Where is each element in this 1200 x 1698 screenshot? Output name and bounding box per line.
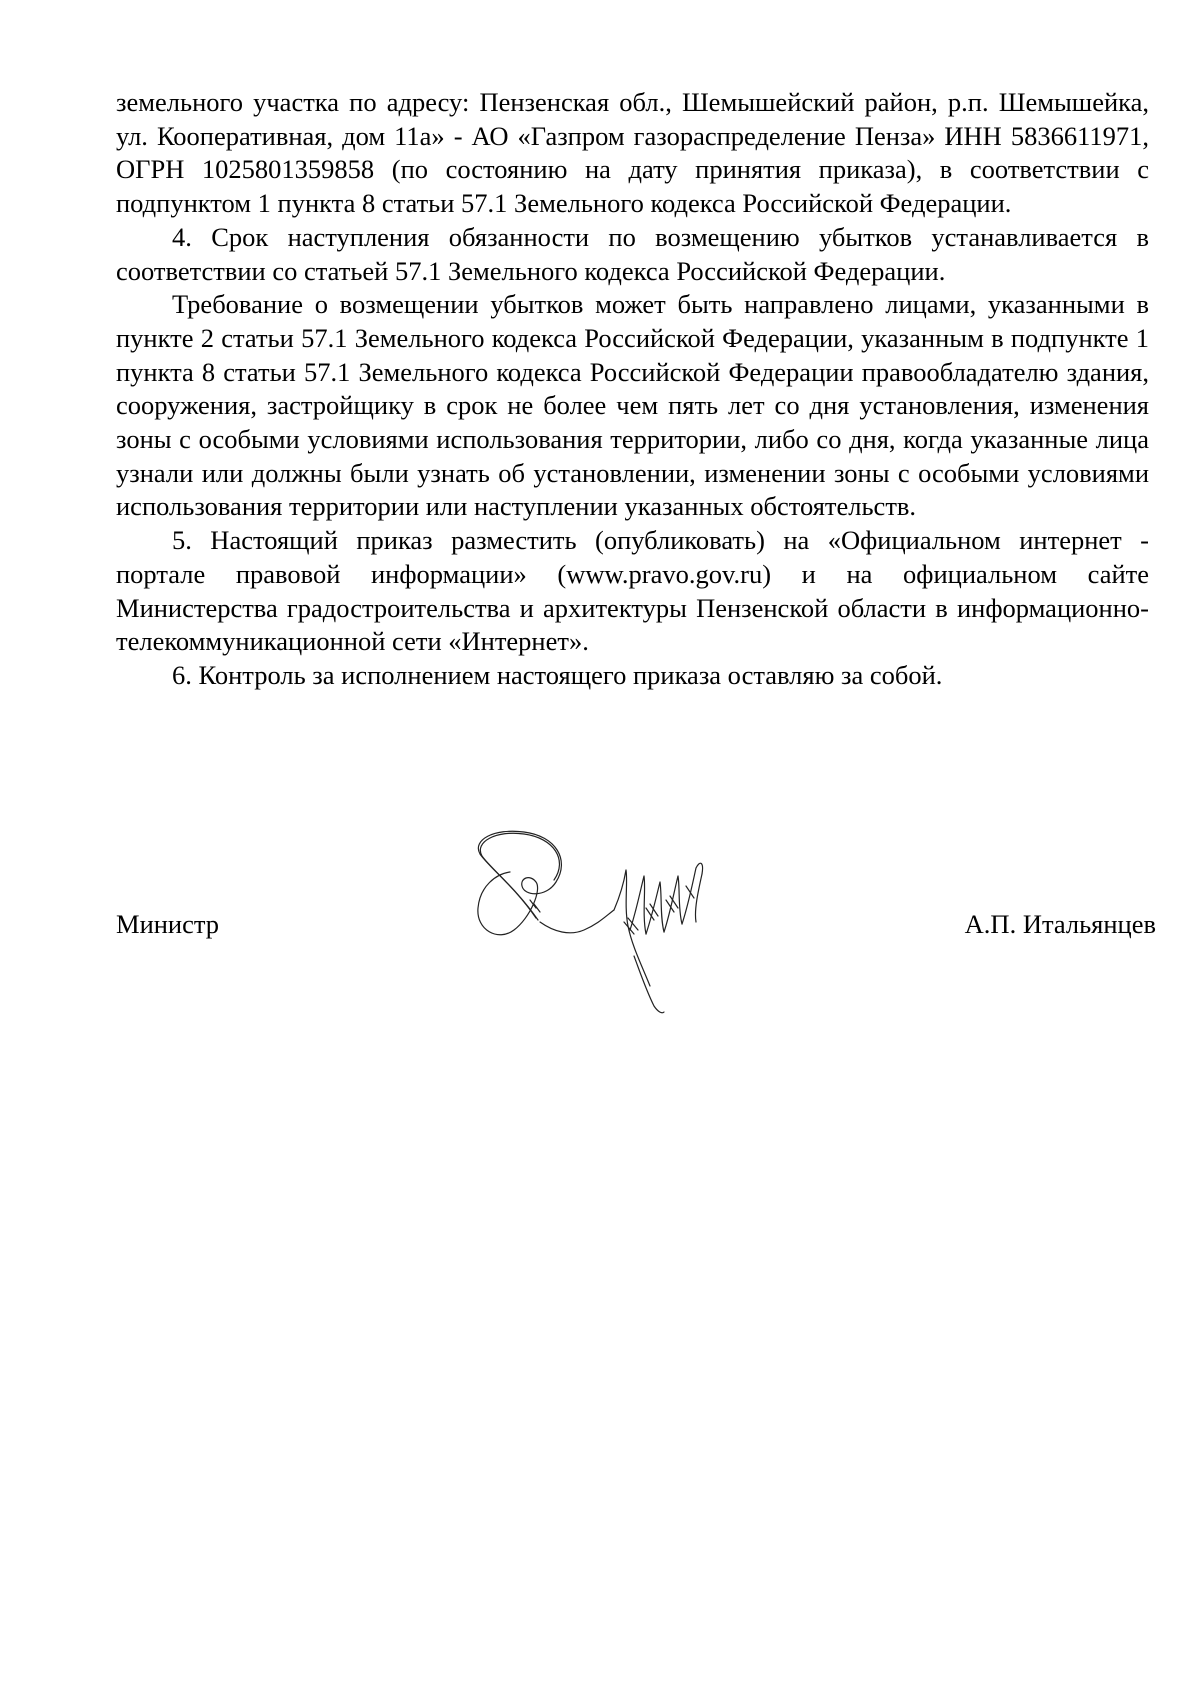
paragraph-item-6: 6. Контроль за исполнением настоящего приказа оставляю за собой. <box>172 659 943 690</box>
signatory-name: А.П. Итальянцев <box>964 909 1156 939</box>
handwritten-signature <box>474 826 744 1016</box>
paragraph-item-4: 4. Срок наступления обязанности по возмещению убытков устанавливается в соответствии со статьей 57.1 Земельного кодекса Российской Федерации. <box>116 221 1149 286</box>
document-body <box>116 86 1149 693</box>
paragraph-damages-claim: Требование о возмещении убытков может быть направлено лицами, указанными в пункте 2 статьи 57.1 Земельного кодекса Российской Федерации, указанным в подпункте 1 пункта 8 статьи 57.1 Земельного кодекса Российской Федерации правообладателю здания, сооружения, застройщику в срок не более чем пять лет со дня установления, изменения зоны с особыми условиями использования территории, либо со дня, когда указанные лица узнали или должны были узнать об установлении, изменении зоны с особыми условиями использования территории или наступлении указанных обстоятельств. <box>116 289 1149 522</box>
paragraph-land-plot-owner: земельного участка по адресу: Пензенская обл., Шемышейский район, р.п. Шемышейка, ул. Кооперативная, дом 11а» - АО «Газпром газораспределение Пенза» ИНН 5836611971, ОГРН 1025801359858 (по состоянию на дату принятия приказа), в соответствии с подпунктом 1 пункта 8 статьи 57.1 Земельного кодекса Российской Федерации. <box>116 87 1149 219</box>
paragraph-item-5: 5. Настоящий приказ разместить (опубликовать) на «Официальном интернет - портале правовой информации» (www.pravo.gov.ru) и на официальном сайте Министерства градостроительства и архитектуры Пензенской области в информационно-телекоммуникационной сети «Интернет». <box>116 525 1149 657</box>
signatory-title: Министр <box>116 909 220 939</box>
